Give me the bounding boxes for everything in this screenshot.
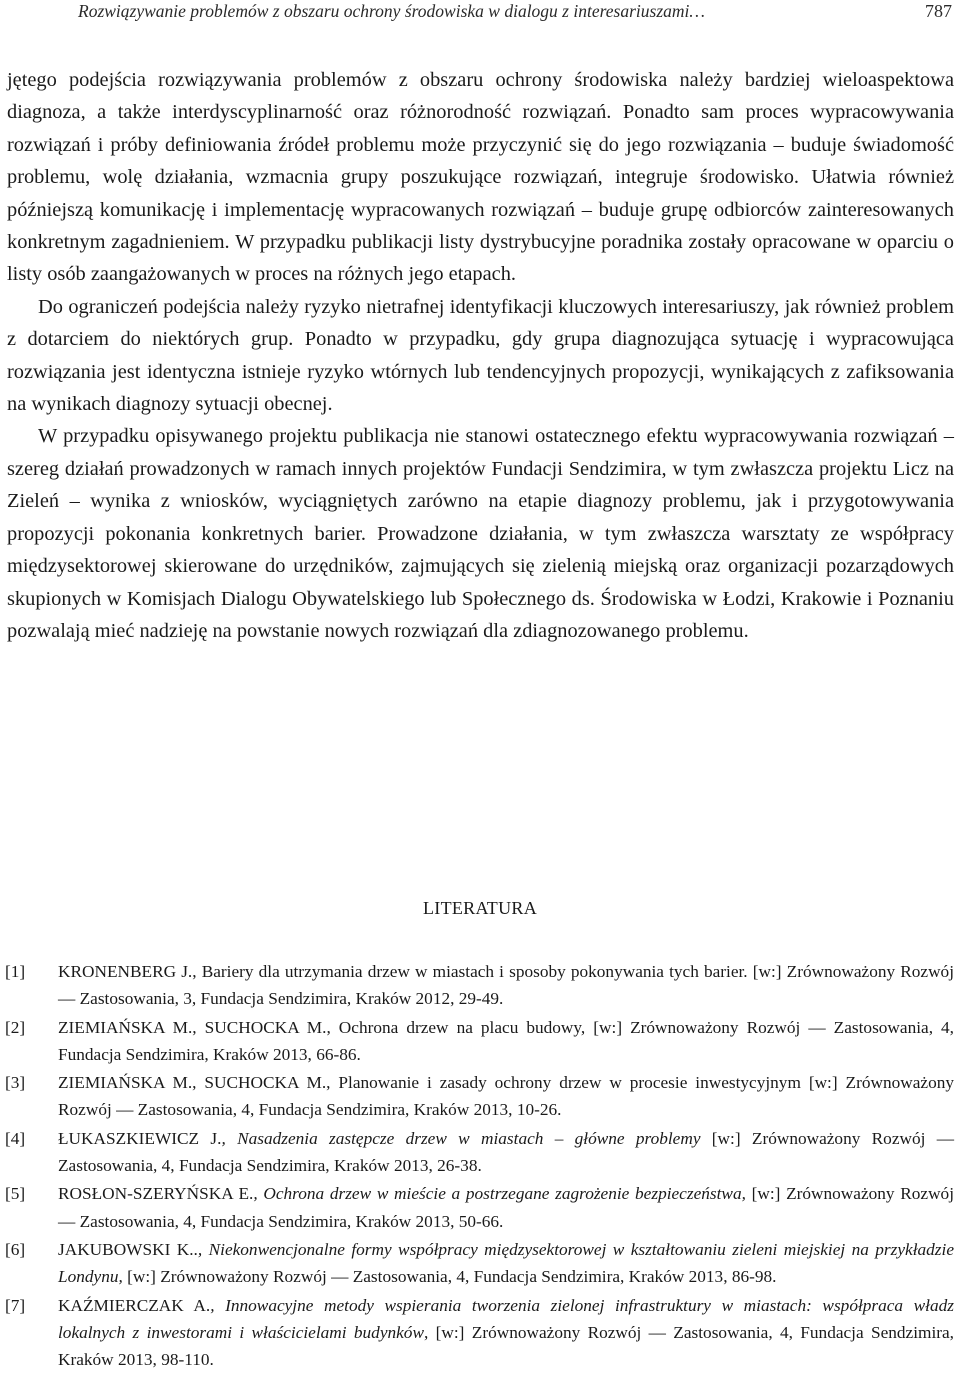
reference-source: [w:] Zrównoważony Rozwój — Zastosowania, 4, Fundacja Sendzimira, Kraków 2013, 50-66. (58, 1184, 954, 1231)
reference-title: , Nasadzenia zastępcze drzew w miastach – główne problemy (221, 1128, 701, 1148)
reference-authors: JAKUBOWSKI K.. (58, 1239, 198, 1259)
reference-source: [w:] Zrównoważony Rozwój — Zastosowania, 3, Fundacja Sendzimira, Kraków 2012, 29-49. (58, 962, 954, 1009)
reference-number: [5] (5, 1184, 26, 1204)
reference-title: , Bariery dla utrzymania drzew w miastach i sposoby pokonywania tych barier. (192, 962, 748, 981)
reference-number: [4] (5, 1128, 26, 1148)
paragraph: Do ograniczeń podejścia należy ryzyko nietrafnej identyfikacji kluczowych interesariuszy, jak również problem z dotarciem do niektórych grup. Ponadto w przypadku, gdy grupa diagnozująca sytuację i wypracowująca rozwiązania jest identyczna istnieje ryzyko wtórnych lub tendencyjnych propozycji, wynikających z zafiksowania na wynikach diagnozy sytuacji obecnej. (7, 295, 954, 416)
reference-item (5, 1069, 954, 1123)
reference-item (5, 1292, 954, 1374)
reference-source: [w:] Zrównoważony Rozwój — Zastosowania, 4, Fundacja Sendzimira, Kraków 2013, 86-98. (122, 1267, 777, 1287)
paragraph: jętego podejścia rozwiązywania problemów z obszaru ochrony środowiska należy bardziej wieloaspektowa diagnoza, a także interdyscyplinarność oraz różnorodność rozwiązań. Ponadto sam proces wypracowywania rozwiązań i próby definiowania źródeł problemu może przyczynić się do jego rozwiązania – buduje świadomość problemu, wolę działania, wzmacnia grupy poszukujące rozwiązań, integruje środowisko. Ułatwia również późniejszą komunikację i implementację wypracowanych rozwiązań – buduje grupę odbiorców zainteresowanych konkretnym zagadnieniem. W przypadku publikacji listy dystrybucyjne poradnika zostały opracowane w oparciu o listy osób zaangażowanych w proces na różnych jego etapach. (7, 69, 954, 286)
reference-source: , [w:] Zrównoważony Rozwój — Zastosowania, 4, Fundacja Sendzimira, Kraków 2013, 98-110. (58, 1322, 955, 1369)
reference-number: [2] (5, 1017, 26, 1037)
reference-source: [w:] Zrównoważony Rozwój — Zastosowania, 4, Fundacja Sendzimira, Kraków 2013, 26-38. (58, 1128, 954, 1175)
page-header (0, 0, 960, 30)
reference-number: [6] (5, 1239, 26, 1259)
reference-authors: ROSŁON-SZERYŃSKA E. (58, 1184, 254, 1204)
reference-number: [7] (5, 1295, 26, 1315)
reference-item (5, 1180, 954, 1234)
reference-title: , Ochrona drzew na placu budowy, (326, 1017, 586, 1037)
reference-title: , Ochrona drzew w mieście a postrzegane zagrożenie bezpieczeństwa, (253, 1184, 746, 1204)
references-list (5, 958, 954, 1373)
reference-item (5, 958, 954, 1012)
reference-authors: ZIEMIAŃSKA M., SUCHOCKA M. (58, 1073, 327, 1093)
running-title: Rozwiązywanie problemów z obszaru ochrony środowiska w dialogu z interesariuszami… (78, 1, 705, 21)
reference-title: , Planowanie i zasady ochrony drzew w procesie inwestycyjnym (326, 1073, 801, 1093)
reference-authors: ŁUKASZKIEWICZ J. (58, 1128, 222, 1148)
reference-item (5, 1125, 954, 1179)
reference-source: [w:] Zrównoważony Rozwój — Zastosowania, 4, Fundacja Sendzimira, Kraków 2013, 10-26. (58, 1073, 955, 1120)
reference-item (5, 1236, 954, 1290)
reference-item (5, 1014, 954, 1068)
reference-number: [3] (5, 1073, 26, 1093)
reference-authors: ZIEMIAŃSKA M., SUCHOCKA M. (58, 1017, 327, 1037)
body-text (7, 64, 954, 647)
references-heading: LITERATURA (423, 898, 537, 918)
reference-authors: KRONENBERG J. (58, 962, 193, 981)
reference-title: , Niekonwencjonalne formy współpracy międzysektorowej w kształtowaniu zieleni miejskiej na przykładzie Londynu, (58, 1239, 954, 1287)
reference-authors: KAŹMIERCZAK A. (58, 1295, 211, 1315)
reference-title: , Innowacyjne metody wspierania tworzenia zielonej infrastruktury w miastach: współpraca władz lokalnych z inwestorami i właścicielami budynków (58, 1295, 954, 1342)
reference-number: [1] (5, 962, 26, 981)
page-number: 787 (925, 1, 952, 21)
reference-source: [w:] Zrównoważony Rozwój — Zastosowania, 4, Fundacja Sendzimira, Kraków 2013, 66-86. (58, 1017, 955, 1064)
paragraph: W przypadku opisywanego projektu publikacja nie stanowi ostatecznego efektu wypracowywania rozwiązań – szereg działań prowadzonych w ramach innych projektów Fundacji Sendzimira, w tym zwłaszcza projektu Licz na Zieleń – wynika z wniosków, wyciągniętych zarówno na etapie diagnozy problemu, jak i przygotowywania propozycji pokonania konkretnych barier. Prowadzone działania, w tym zwłaszcza warsztaty ze współpracy międzysektorowej skierowane do urzędników, zajmujących się zielenią miejską oraz organizacji pozarządowych skupionych w Komisjach Dialogu Obywatelskiego lub Społecznego ds. Środowiska w Łodzi, Krakowie i Poznaniu pozwalają mieć nadzieję na powstanie nowych rozwiązań dla zdiagnozowanego problemu. (7, 425, 954, 642)
